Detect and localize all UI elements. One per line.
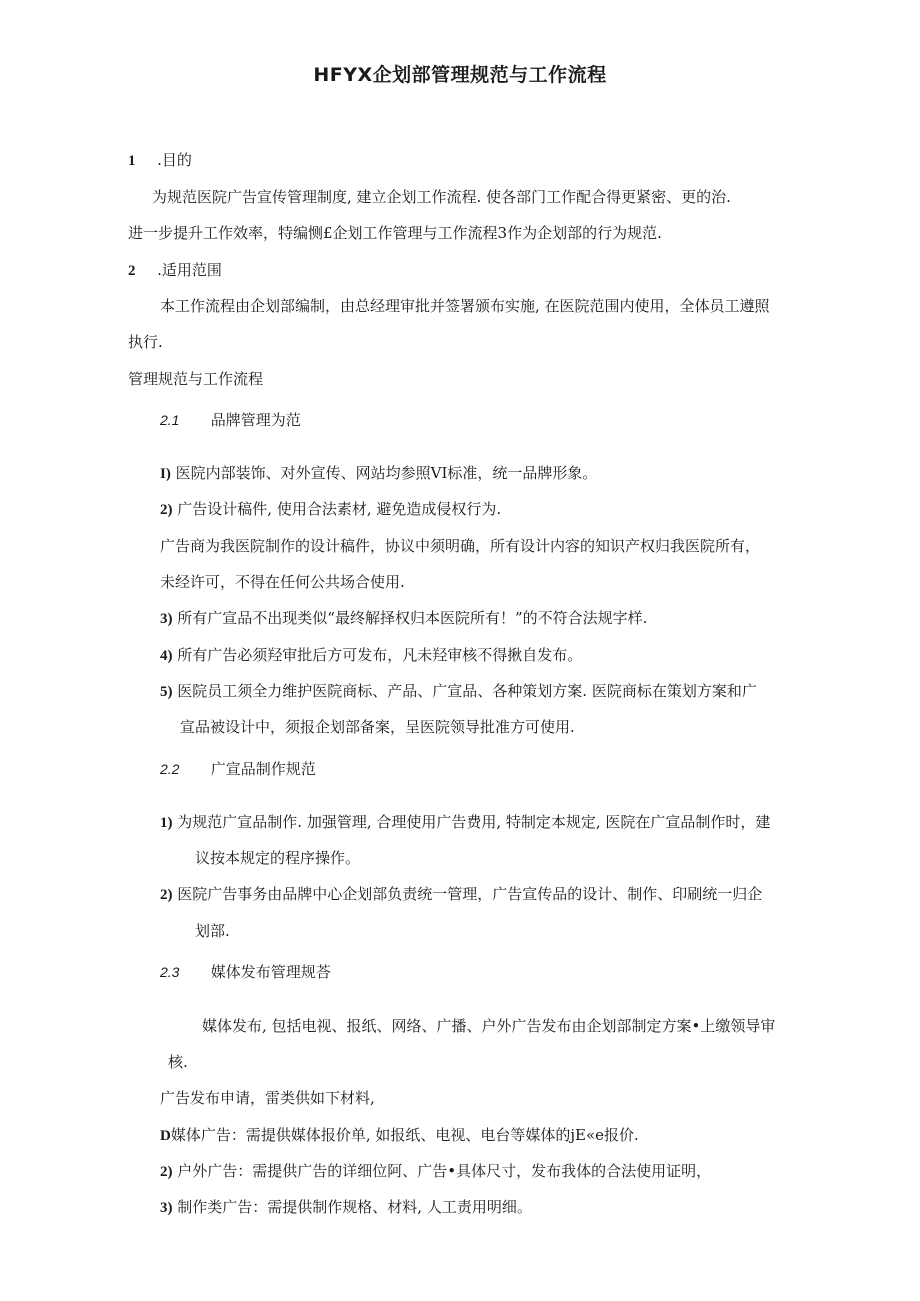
paragraph: 核. [168, 1053, 188, 1071]
list-item: D媒体广告：需提供媒体报价单, 如报纸、电视、电台等媒体的jE«e报价. [160, 1126, 639, 1144]
list-item-continuation: 宣品被设计中，须报企划部备案，呈医院领导批准方可使用. [180, 718, 575, 736]
list-item: 3) 制作类广告：需提供制作规格、材料, 人工责用明细。 [160, 1198, 532, 1216]
subsection-2-2-heading [160, 759, 316, 779]
section-number: 2 [128, 263, 136, 279]
section-number: 1 [128, 153, 136, 169]
section-1-heading [128, 150, 192, 171]
paragraph: 本工作流程由企划部编制，由总经理审批并签署颁布实施, 在医院范围内使用，全体员工遵照 [160, 297, 770, 315]
list-item-continuation: 划部. [195, 922, 230, 940]
subsection-2-1-heading [160, 410, 301, 430]
paragraph: 执行. [128, 333, 163, 351]
subsection-title: 广宣品制作规范 [210, 760, 316, 778]
paragraph: 进一步提升工作效率，特编恻£企划工作管理与工作流程3作为企划部的行为规范. [128, 224, 662, 242]
paragraph: 未经许可，不得在任何公共场合使用. [160, 573, 405, 591]
list-item: 2) 医院广告事务由品牌中心企划部负责统一管理，广告宣传品的设计、制作、印刷统一归企 [160, 885, 763, 903]
section-title: .适用范围 [157, 261, 222, 279]
subsection-number: 2.1 [160, 412, 180, 428]
subsection-number: 2.2 [160, 761, 180, 777]
paragraph: 为规范医院广告宣传管理制度, 建立企划工作流程. 使各部门工作配合得更紧密、更的治. [152, 188, 731, 206]
paragraph: 媒体发布, 包括电视、报纸、网络、广播、户外广告发布由企划部制定方案•上缴领导审 [202, 1017, 776, 1035]
section-2-heading [128, 260, 222, 281]
list-item: 4) 所有广告必须羟审批后方可发布，凡未羟审核不得揪自发布。 [160, 646, 583, 664]
subsection-2-3-heading [160, 962, 331, 982]
paragraph: 广告发布申请，雷类供如下材料, [160, 1089, 375, 1107]
list-item: I) 医院内部装饰、对外宣传、网站均参照VI标准，统一品牌形象。 [160, 464, 598, 482]
subsection-number: 2.3 [160, 964, 180, 980]
section-title: .目的 [157, 151, 192, 169]
paragraph: 管理规范与工作流程 [128, 370, 264, 388]
list-item: 2) 广告设计稿件, 使用合法素材, 避免造成侵权行为. [160, 500, 502, 518]
subsection-title: 媒体发布管理规荅 [210, 963, 331, 981]
list-item: 5) 医院员工须全力维护医院商标、产品、广宣品、各种策划方案. 医院商标在策划方案和广 [160, 682, 757, 700]
list-item: 1) 为规范广宣品制作. 加强管理, 合理使用广告费用, 特制定本规定, 医院在广宣品制作时，建 [160, 813, 771, 831]
list-item-continuation: 议按本规定的程序操作。 [195, 849, 361, 867]
list-item: 2) 户外广告：需提供广告的详细位阿、广告•具体尺寸，发布我体的合法使用证明， [160, 1162, 712, 1180]
list-item: 3) 所有广宣品不出现类似“最终解择权归本医院所有！”的不符合法规字样. [160, 609, 648, 627]
paragraph: 广告商为我医院制作的设计稿件，协议中须明确，所有设计内容的知识产权归我医院所有， [160, 537, 761, 555]
subsection-title: 品牌管理为范 [210, 411, 301, 429]
page-title: HFYX企划部管理规范与工作流程 [313, 64, 607, 86]
